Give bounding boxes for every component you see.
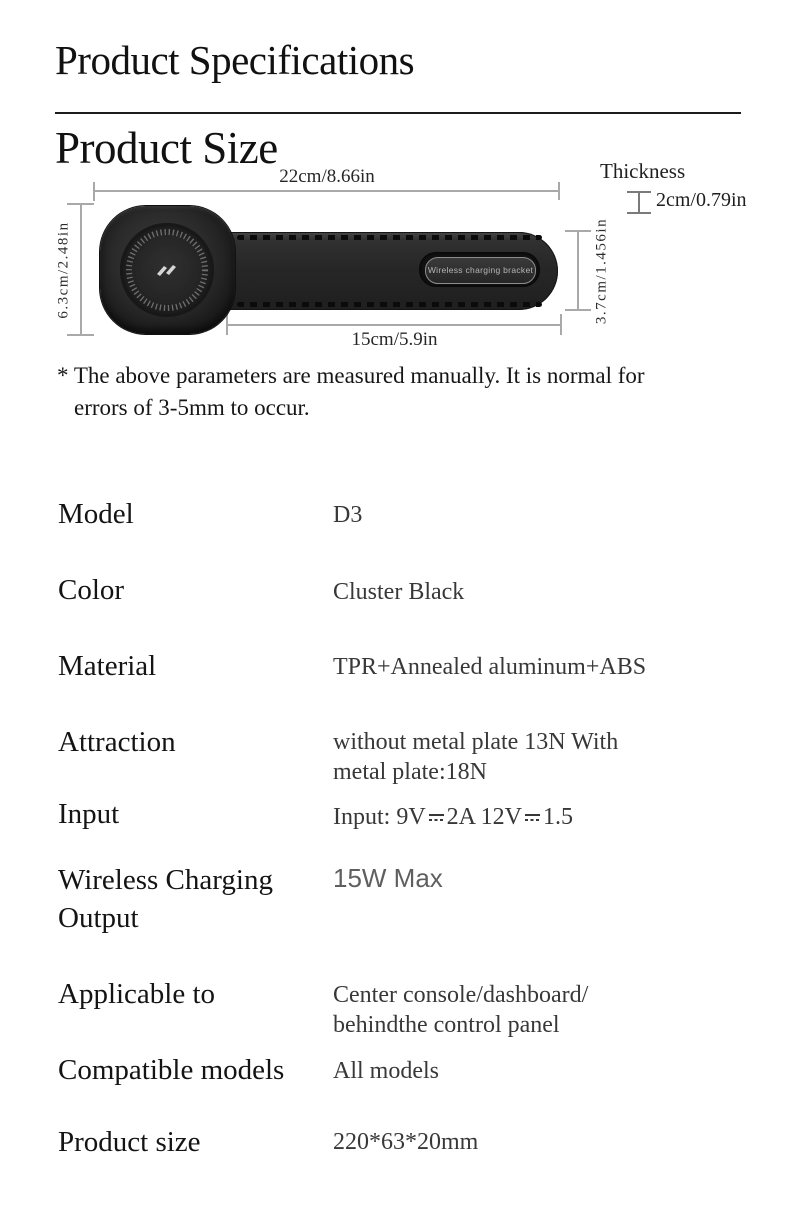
dimension-height-tick-top [67,203,94,205]
dimension-width-label: 22cm/8.66in [279,166,375,187]
spec-label-applicable-to: Applicable to [58,978,216,1010]
spec-label-color: Color [58,574,125,606]
thickness-label: Thickness [600,159,686,183]
spec-value-attraction-line2: metal plate:18N [333,759,487,785]
lightning-bolt-icon [155,262,179,280]
thickness-bracket-icon [627,191,651,214]
spec-value-input-part2: 2A 12V [446,804,523,830]
dimension-arm-height-label: 3.7cm/1.456in [593,217,610,325]
dimension-width-tick-left [93,182,95,201]
spec-value-material: TPR+Annealed aluminum+ABS [333,654,647,680]
spec-label-input: Input [58,798,120,830]
section-title: Product Size [55,123,278,173]
spec-value-applicable-to [333,980,651,1040]
thickness-value: 2cm/0.79in [656,189,747,211]
dimension-arm-length-line [227,324,562,326]
measurement-note-line2: errors of 3-5mm to occur. [74,395,310,420]
dc-symbol-icon [525,813,540,824]
dimension-arm-height-tick-top [565,230,591,232]
spec-value-input-part1: Input: 9V [333,804,426,830]
spec-label-attraction: Attraction [58,726,176,758]
dimension-arm-height-tick-bottom [565,309,591,311]
dimension-width-tick-right [558,182,560,200]
dimension-width-line [94,190,560,192]
dimension-height-label: 6.3cm/2.48in [55,221,72,319]
spec-value-color: Cluster Black [333,579,465,605]
spec-value-wireless-output: 15W Max [333,863,443,893]
spec-value-compatible-models: All models [333,1058,439,1084]
measurement-note-line1: * The above parameters are measured manually. It is normal for [57,363,645,388]
spec-value-product-size: 220*63*20mm [333,1129,479,1155]
title-divider [55,112,741,114]
spec-label-compatible-models: Compatible models [58,1054,285,1086]
dimension-arm-length-label: 15cm/5.9in [351,329,438,350]
product-badge: Wireless charging bracket [425,257,536,284]
spec-label-model: Model [58,498,134,530]
spec-value-model: D3 [333,502,363,528]
spec-value-input-part3: 1.5 [543,804,574,830]
spec-label-product-size: Product size [58,1126,201,1158]
dimension-arm-height-line [577,231,579,311]
spec-value-applicable-to-line2: behindthe control panel [333,1012,560,1038]
dimension-height-tick-bottom [67,334,94,336]
spec-label-wireless-output-line1: Wireless Charging [58,864,273,896]
spec-label-wireless-output [58,861,323,937]
dc-symbol-icon [429,813,444,824]
page-title: Product Specifications [55,37,415,83]
spec-label-material: Material [58,650,157,682]
spec-value-attraction-line1: without metal plate 13N With [333,729,619,755]
spec-value-attraction [333,727,651,787]
dimension-height-line [80,204,82,336]
spec-value-applicable-to-line1: Center console/dashboard/ [333,982,589,1008]
spec-value-input [333,802,651,832]
spec-label-wireless-output-line2: Output [58,902,139,934]
